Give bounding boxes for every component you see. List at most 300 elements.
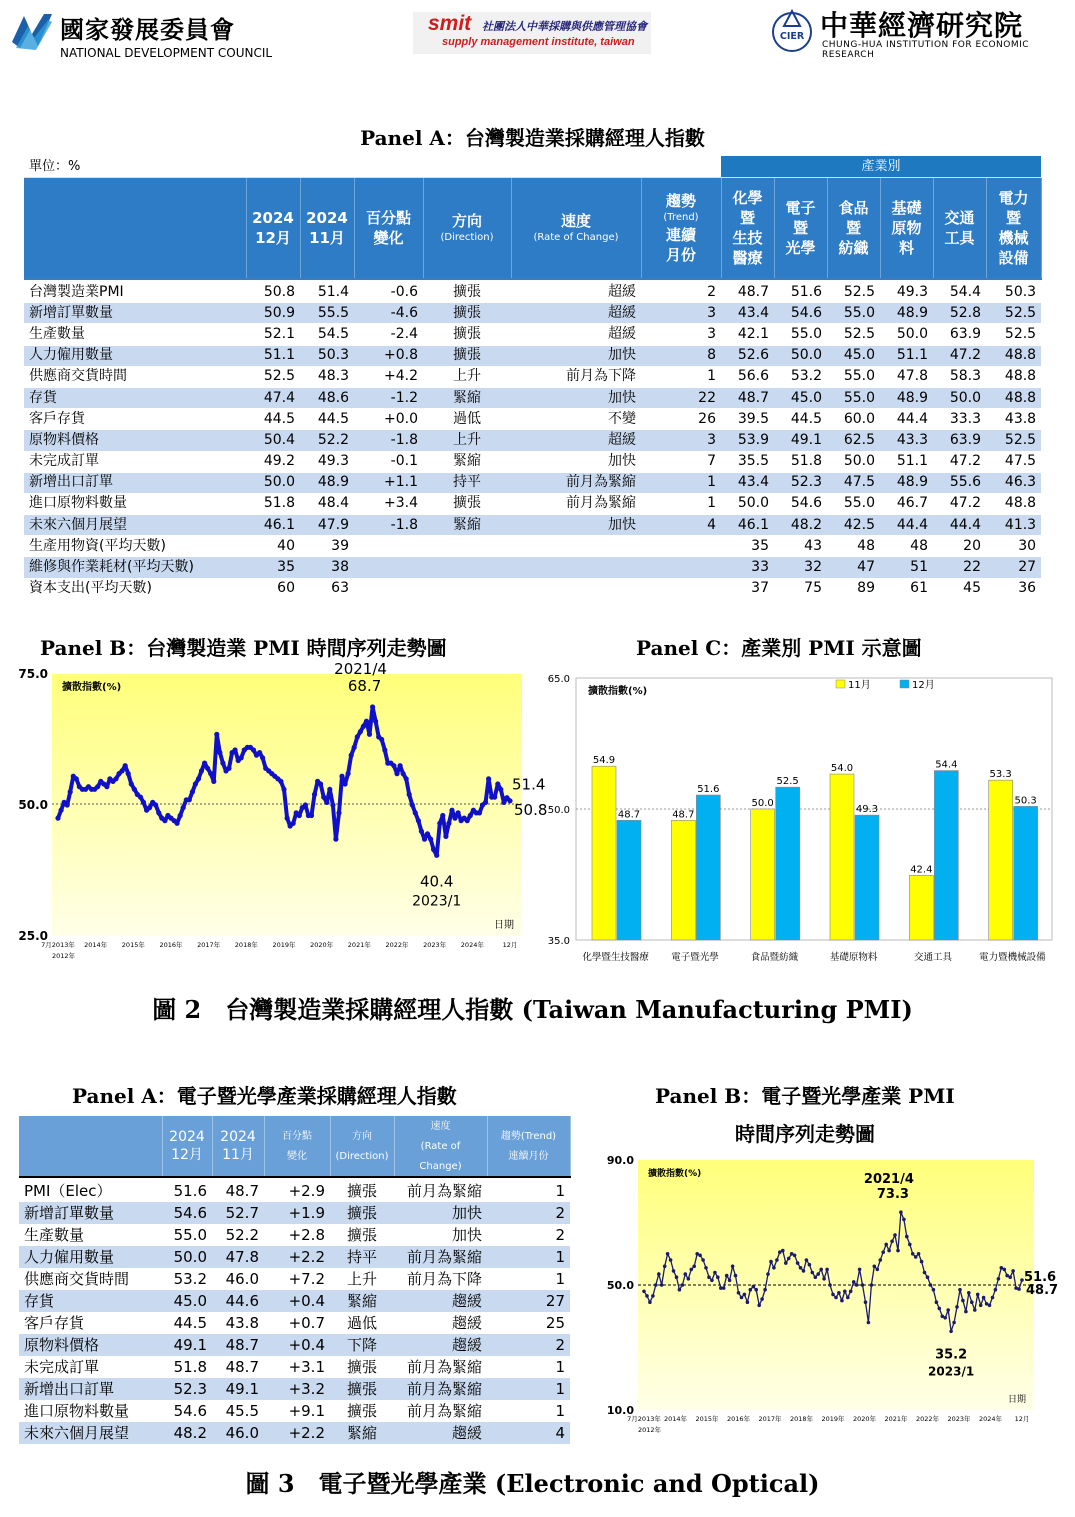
prev-value-label: 51.4	[512, 775, 546, 794]
data-point	[367, 732, 372, 737]
cell-industry: 52.6	[721, 345, 774, 366]
cell-industry: 50.0	[774, 345, 827, 366]
bar	[696, 795, 720, 940]
x-tick-label: 2014年	[84, 941, 108, 949]
x-tick-label: 2015年	[695, 1415, 719, 1423]
data-point	[428, 837, 433, 842]
cell-rate	[511, 536, 641, 557]
data-point	[416, 818, 421, 823]
cell-dec: 55.0	[162, 1224, 212, 1246]
data-point	[410, 802, 415, 807]
bar	[830, 774, 854, 940]
bar	[1014, 806, 1038, 940]
cell-rate: 加快	[394, 1224, 487, 1246]
data-point	[867, 1321, 871, 1325]
cell-dec: 52.5	[246, 366, 300, 387]
cell-dec: 40	[246, 536, 300, 557]
data-point	[425, 831, 430, 836]
data-point	[132, 787, 137, 792]
row-name: 台灣製造業PMI	[24, 282, 246, 303]
data-point	[722, 1286, 726, 1290]
cell-industry: 47	[827, 557, 880, 578]
data-point	[645, 1294, 649, 1298]
x-axis-label: 日期	[1007, 1395, 1026, 1405]
data-point	[55, 816, 60, 821]
cier-badge-text: CIER	[779, 31, 805, 42]
data-point	[343, 781, 348, 786]
cell-industry: 46.1	[721, 515, 774, 536]
cell-nov: 52.2	[300, 430, 354, 451]
data-point	[333, 837, 338, 842]
col-ind-elec: 電子 暨 光學	[774, 178, 827, 280]
table-row	[24, 515, 1041, 536]
cell-trend: 1	[641, 366, 721, 387]
data-point	[840, 1299, 844, 1303]
trough-date-label: 2023/1	[412, 893, 462, 910]
cell-industry: 53.2	[774, 366, 827, 387]
cell-trend: 2	[641, 282, 721, 303]
data-point	[104, 784, 109, 789]
cell-trend: 1	[487, 1180, 570, 1202]
cell-nov: 39	[300, 536, 354, 557]
row-name: 未完成訂單	[19, 1356, 162, 1378]
cell-industry: 43.3	[880, 430, 933, 451]
data-point	[239, 755, 244, 760]
data-point	[864, 1300, 868, 1304]
cell-trend: 4	[641, 515, 721, 536]
cell-dec: 52.1	[246, 324, 300, 345]
col-ind-chem: 化學 暨 生技 醫療	[721, 178, 774, 280]
cell-nov: 44.5	[300, 409, 354, 430]
data-point	[382, 747, 387, 752]
last-value-label: 50.8	[514, 800, 548, 819]
data-point	[477, 810, 482, 815]
data-point	[355, 734, 360, 739]
industry-section-header: 產業別	[721, 156, 1041, 178]
row-name: 人力僱用數量	[24, 345, 246, 366]
cell-industry: 52.5	[986, 303, 1041, 324]
data-point	[141, 800, 146, 805]
data-point	[193, 781, 198, 786]
data-point	[59, 808, 64, 813]
data-point	[970, 1300, 974, 1304]
data-point	[754, 1288, 758, 1292]
data-point	[846, 1296, 850, 1300]
cell-rate: 超緩	[511, 430, 641, 451]
cell-industry: 50.0	[880, 324, 933, 345]
cell-trend: 2	[487, 1224, 570, 1246]
data-point	[997, 1277, 1001, 1281]
cell-trend	[641, 578, 721, 599]
data-point	[952, 1321, 956, 1325]
y-axis-label: 擴散指數(%)	[648, 1169, 702, 1179]
cell-nov: 50.3	[300, 345, 354, 366]
data-point	[707, 1275, 711, 1279]
peak-date-label: 2021/4	[863, 1172, 914, 1188]
bar-value-label: 42.4	[910, 864, 933, 876]
data-point	[281, 787, 286, 792]
row-name: 存貨	[19, 1290, 162, 1312]
x-tick-label: 2019年	[272, 941, 296, 949]
bar-value-label: 52.5	[776, 776, 799, 788]
cell-direction: 上升	[423, 366, 511, 387]
data-point	[881, 1250, 885, 1254]
cell-dec: 35	[246, 557, 300, 578]
row-name: 進口原物料數量	[19, 1400, 162, 1422]
cell-industry: 55.0	[827, 366, 880, 387]
category-label: 交通工具	[913, 952, 953, 963]
data-point	[449, 808, 454, 813]
data-point	[398, 763, 403, 768]
cell-industry: 52.5	[986, 324, 1041, 345]
ndc-logo-icon	[10, 8, 54, 52]
data-point	[858, 1268, 862, 1272]
cell-change: +0.4	[264, 1290, 330, 1312]
cell-trend: 1	[487, 1400, 570, 1422]
row-name: 維修與作業耗材(平均天數)	[24, 557, 246, 578]
y-tick-label: 65.0	[547, 674, 570, 685]
cell-direction: 過低	[330, 1312, 394, 1334]
data-point	[704, 1266, 708, 1270]
cell-dec: 52.3	[162, 1378, 212, 1400]
bar-value-label: 54.0	[830, 763, 854, 775]
cell-change: +2.8	[264, 1224, 330, 1246]
x-tick-label: 2017年	[197, 941, 221, 949]
data-point	[890, 1240, 894, 1244]
bar	[671, 820, 695, 940]
data-point	[74, 776, 79, 781]
cell-industry: 46.7	[880, 493, 933, 514]
cell-change: +3.1	[264, 1356, 330, 1378]
category-label: 電子暨光學	[671, 952, 719, 963]
data-point	[364, 719, 369, 724]
x-tick-label: 2019年	[821, 1415, 845, 1423]
table-row	[24, 409, 1041, 430]
cell-industry: 44.5	[774, 409, 827, 430]
smit-logo: smit	[428, 12, 472, 35]
col-trend: 趨勢(Trend) 連續月份	[487, 1116, 570, 1177]
data-point	[819, 1268, 823, 1272]
table-row	[19, 1334, 570, 1356]
x-tick-label: 2022年	[915, 1415, 940, 1423]
row-name: 新增訂單數量	[24, 303, 246, 324]
cell-industry: 22	[933, 557, 986, 578]
data-point	[793, 1254, 797, 1258]
table-row	[24, 451, 1041, 472]
data-point	[716, 1275, 720, 1279]
data-point	[814, 1275, 818, 1279]
data-point	[902, 1218, 906, 1222]
cell-direction: 下降	[330, 1334, 394, 1356]
data-point	[419, 829, 424, 834]
data-point	[202, 761, 207, 766]
data-point	[318, 781, 323, 786]
col-ind-transport: 交通 工具	[933, 178, 986, 280]
row-name: 未來六個月展望	[24, 515, 246, 536]
data-point	[129, 781, 134, 786]
data-point	[373, 719, 378, 724]
cell-trend: 3	[641, 303, 721, 324]
table-header-row	[24, 178, 1041, 280]
cell-industry: 48	[827, 536, 880, 557]
cell-industry: 49.3	[880, 282, 933, 303]
y-tick-label: 75.0	[18, 667, 48, 681]
cell-dec: 44.5	[246, 409, 300, 430]
data-point	[404, 776, 409, 781]
row-name: 生產用物資(平均天數)	[24, 536, 246, 557]
cell-rate: 趨緩	[394, 1312, 487, 1334]
col-change: 百分點 變化	[354, 178, 423, 280]
cell-industry: 54.6	[774, 493, 827, 514]
data-point	[879, 1258, 883, 1262]
data-point	[446, 821, 451, 826]
cell-industry: 48.8	[986, 366, 1041, 387]
cell-rate: 超緩	[511, 282, 641, 303]
ndc-name: 國家發展委員會	[60, 16, 235, 44]
data-point	[725, 1274, 729, 1278]
trough-value-label: 40.4	[419, 872, 454, 891]
cell-industry: 44.4	[880, 409, 933, 430]
data-point	[1003, 1268, 1007, 1272]
cell-rate: 加快	[511, 345, 641, 366]
cell-rate: 加快	[511, 515, 641, 536]
data-point	[675, 1275, 679, 1279]
data-point	[291, 821, 296, 826]
data-point	[162, 818, 167, 823]
cell-industry: 47.2	[933, 345, 986, 366]
cell-nov: 43.8	[212, 1312, 264, 1334]
cell-industry: 55.0	[827, 303, 880, 324]
data-point	[896, 1249, 900, 1253]
cell-change: +3.2	[264, 1378, 330, 1400]
bar-value-label: 54.9	[592, 755, 616, 767]
data-point	[926, 1275, 930, 1279]
cell-direction: 上升	[423, 430, 511, 451]
cell-nov: 55.5	[300, 303, 354, 324]
bar	[751, 809, 775, 940]
data-point	[684, 1272, 688, 1276]
data-point	[849, 1290, 853, 1294]
table-row	[24, 472, 1041, 493]
data-point	[465, 818, 470, 823]
data-point	[214, 732, 219, 737]
cell-change: +0.0	[354, 409, 423, 430]
x-tick-label: 2021年	[884, 1415, 908, 1423]
data-point	[991, 1296, 995, 1300]
data-point	[138, 795, 143, 800]
row-name: 供應商交貨時間	[19, 1268, 162, 1290]
cell-trend: 1	[487, 1378, 570, 1400]
data-point	[437, 821, 442, 826]
data-point	[973, 1308, 977, 1312]
x-tick-label: 7月2013年	[627, 1415, 661, 1423]
data-point	[816, 1272, 820, 1276]
cell-rate: 前月為緊縮	[394, 1180, 487, 1202]
cell-industry: 60.0	[827, 409, 880, 430]
bar	[776, 787, 800, 940]
data-point	[312, 792, 317, 797]
data-point	[690, 1268, 694, 1272]
data-point	[672, 1269, 676, 1273]
cell-change: +2.2	[264, 1246, 330, 1268]
cell-change: -1.2	[354, 387, 423, 408]
data-point	[126, 771, 131, 776]
cell-nov: 44.6	[212, 1290, 264, 1312]
table-row	[24, 303, 1041, 324]
data-point	[178, 813, 183, 818]
x-tick-label: 2018年	[234, 941, 258, 949]
cell-industry: 48.7	[721, 387, 774, 408]
x-tick-label: 7月2013年	[41, 941, 75, 949]
data-point	[260, 755, 265, 760]
smit-chinese-name: 社團法人中華採購與供應管理協會	[482, 20, 647, 33]
col-nov: 2024 11月	[300, 178, 354, 280]
data-point	[147, 805, 152, 810]
data-point	[976, 1293, 980, 1297]
cell-direction: 過低	[423, 409, 511, 430]
col-change: 百分點 變化	[264, 1116, 330, 1177]
y-tick-label: 50.0	[606, 1279, 634, 1292]
table-row	[24, 578, 1041, 599]
cell-industry: 33.3	[933, 409, 986, 430]
table-row	[24, 324, 1041, 345]
table-row	[24, 282, 1041, 303]
cell-industry: 55.0	[827, 493, 880, 514]
fig2-panel-a-title: Panel A：台灣製造業採購經理人指數	[360, 126, 705, 150]
cell-direction: 緊縮	[423, 451, 511, 472]
data-point	[808, 1263, 812, 1267]
data-point	[205, 766, 210, 771]
row-name: 客戶存貨	[24, 409, 246, 430]
cell-direction	[423, 578, 511, 599]
cell-industry: 49.1	[774, 430, 827, 451]
cell-industry: 48.2	[774, 515, 827, 536]
cell-industry: 48.9	[880, 387, 933, 408]
cell-industry: 47.8	[880, 366, 933, 387]
cell-industry: 53.9	[721, 430, 774, 451]
cell-change: +2.2	[264, 1422, 330, 1444]
cell-trend: 1	[487, 1246, 570, 1268]
data-point	[938, 1307, 942, 1311]
cell-change: -0.6	[354, 282, 423, 303]
cell-dec: 50.4	[246, 430, 300, 451]
cell-trend	[641, 557, 721, 578]
data-point	[95, 784, 100, 789]
cell-nov: 48.6	[300, 387, 354, 408]
cell-direction: 緊縮	[423, 515, 511, 536]
data-point	[893, 1233, 897, 1237]
x-start-label: 2012年	[52, 952, 76, 960]
cell-nov: 46.0	[212, 1268, 264, 1290]
data-point	[917, 1252, 921, 1256]
cell-dec: 45.0	[162, 1290, 212, 1312]
col-direction: 方向 (Direction)	[423, 178, 511, 280]
data-point	[763, 1288, 767, 1292]
cell-rate: 前月為緊縮	[394, 1378, 487, 1400]
cell-dec: 49.1	[162, 1334, 212, 1356]
cell-change: +9.1	[264, 1400, 330, 1422]
x-tick-label: 2017年	[758, 1415, 782, 1423]
cell-industry: 63.9	[933, 324, 986, 345]
cell-change: +1.9	[264, 1202, 330, 1224]
data-point	[805, 1258, 809, 1262]
fig3-panel-a-title: Panel A：電子暨光學產業採購經理人指數	[72, 1084, 457, 1108]
cell-trend: 8	[641, 345, 721, 366]
cell-industry: 44.4	[880, 515, 933, 536]
row-name: 生產數量	[19, 1224, 162, 1246]
row-name: 新增出口訂單	[19, 1378, 162, 1400]
cell-dec: 50.9	[246, 303, 300, 324]
cell-direction: 擴張	[423, 493, 511, 514]
data-point	[935, 1300, 939, 1304]
data-point	[361, 724, 366, 729]
data-point	[884, 1243, 888, 1247]
data-point	[233, 747, 238, 752]
cell-dec: 47.4	[246, 387, 300, 408]
cell-trend: 1	[487, 1268, 570, 1290]
smit-english-name: supply management institute, taiwan	[442, 36, 635, 48]
prev-value-label: 51.6	[1024, 1270, 1057, 1286]
cier-name: 中華經濟研究院	[820, 9, 1024, 42]
x-tick-label: 2024年	[978, 1415, 1003, 1423]
cell-industry: 39.5	[721, 409, 774, 430]
bar-value-label: 53.3	[989, 769, 1012, 781]
data-point	[443, 834, 448, 839]
data-point	[760, 1297, 764, 1301]
cell-industry: 50.0	[933, 387, 986, 408]
cell-change: +4.2	[354, 366, 423, 387]
y-tick-label: 50.0	[18, 798, 48, 812]
x-tick-label: 2022年	[385, 941, 409, 949]
data-point	[911, 1252, 915, 1256]
cell-industry: 56.6	[721, 366, 774, 387]
cell-dec: 54.6	[162, 1202, 212, 1224]
table-row	[24, 557, 1041, 578]
data-point	[181, 805, 186, 810]
cell-rate: 趨緩	[394, 1334, 487, 1356]
cell-rate: 前月為緊縮	[511, 493, 641, 514]
cell-industry: 27	[986, 557, 1041, 578]
data-point	[309, 813, 314, 818]
cell-direction: 緊縮	[330, 1422, 394, 1444]
y-axis-label: 擴散指數(%)	[588, 686, 648, 697]
data-point	[663, 1265, 667, 1269]
legend-label: 12月	[912, 680, 935, 691]
cell-industry: 48.8	[986, 345, 1041, 366]
data-point	[988, 1304, 992, 1308]
cell-trend: 7	[641, 451, 721, 472]
data-point	[852, 1280, 856, 1284]
data-point	[1008, 1275, 1012, 1279]
cell-trend: 4	[487, 1422, 570, 1444]
x-tick-label: 2014年	[663, 1415, 688, 1423]
table-row	[24, 493, 1041, 514]
data-point	[648, 1300, 652, 1304]
table-row	[19, 1246, 570, 1268]
y-tick-label: 90.0	[606, 1154, 634, 1167]
legend-swatch	[900, 680, 909, 688]
cell-direction: 持平	[423, 472, 511, 493]
ndc-english-name: NATIONAL DEVELOPMENT COUNCIL	[60, 46, 273, 60]
cell-industry: 47.2	[933, 493, 986, 514]
data-point	[731, 1265, 735, 1269]
bar-value-label: 50.3	[1014, 795, 1037, 807]
data-point	[657, 1272, 661, 1276]
data-point	[324, 800, 329, 805]
data-point	[876, 1268, 880, 1272]
cell-trend: 3	[641, 430, 721, 451]
data-point	[943, 1316, 947, 1320]
